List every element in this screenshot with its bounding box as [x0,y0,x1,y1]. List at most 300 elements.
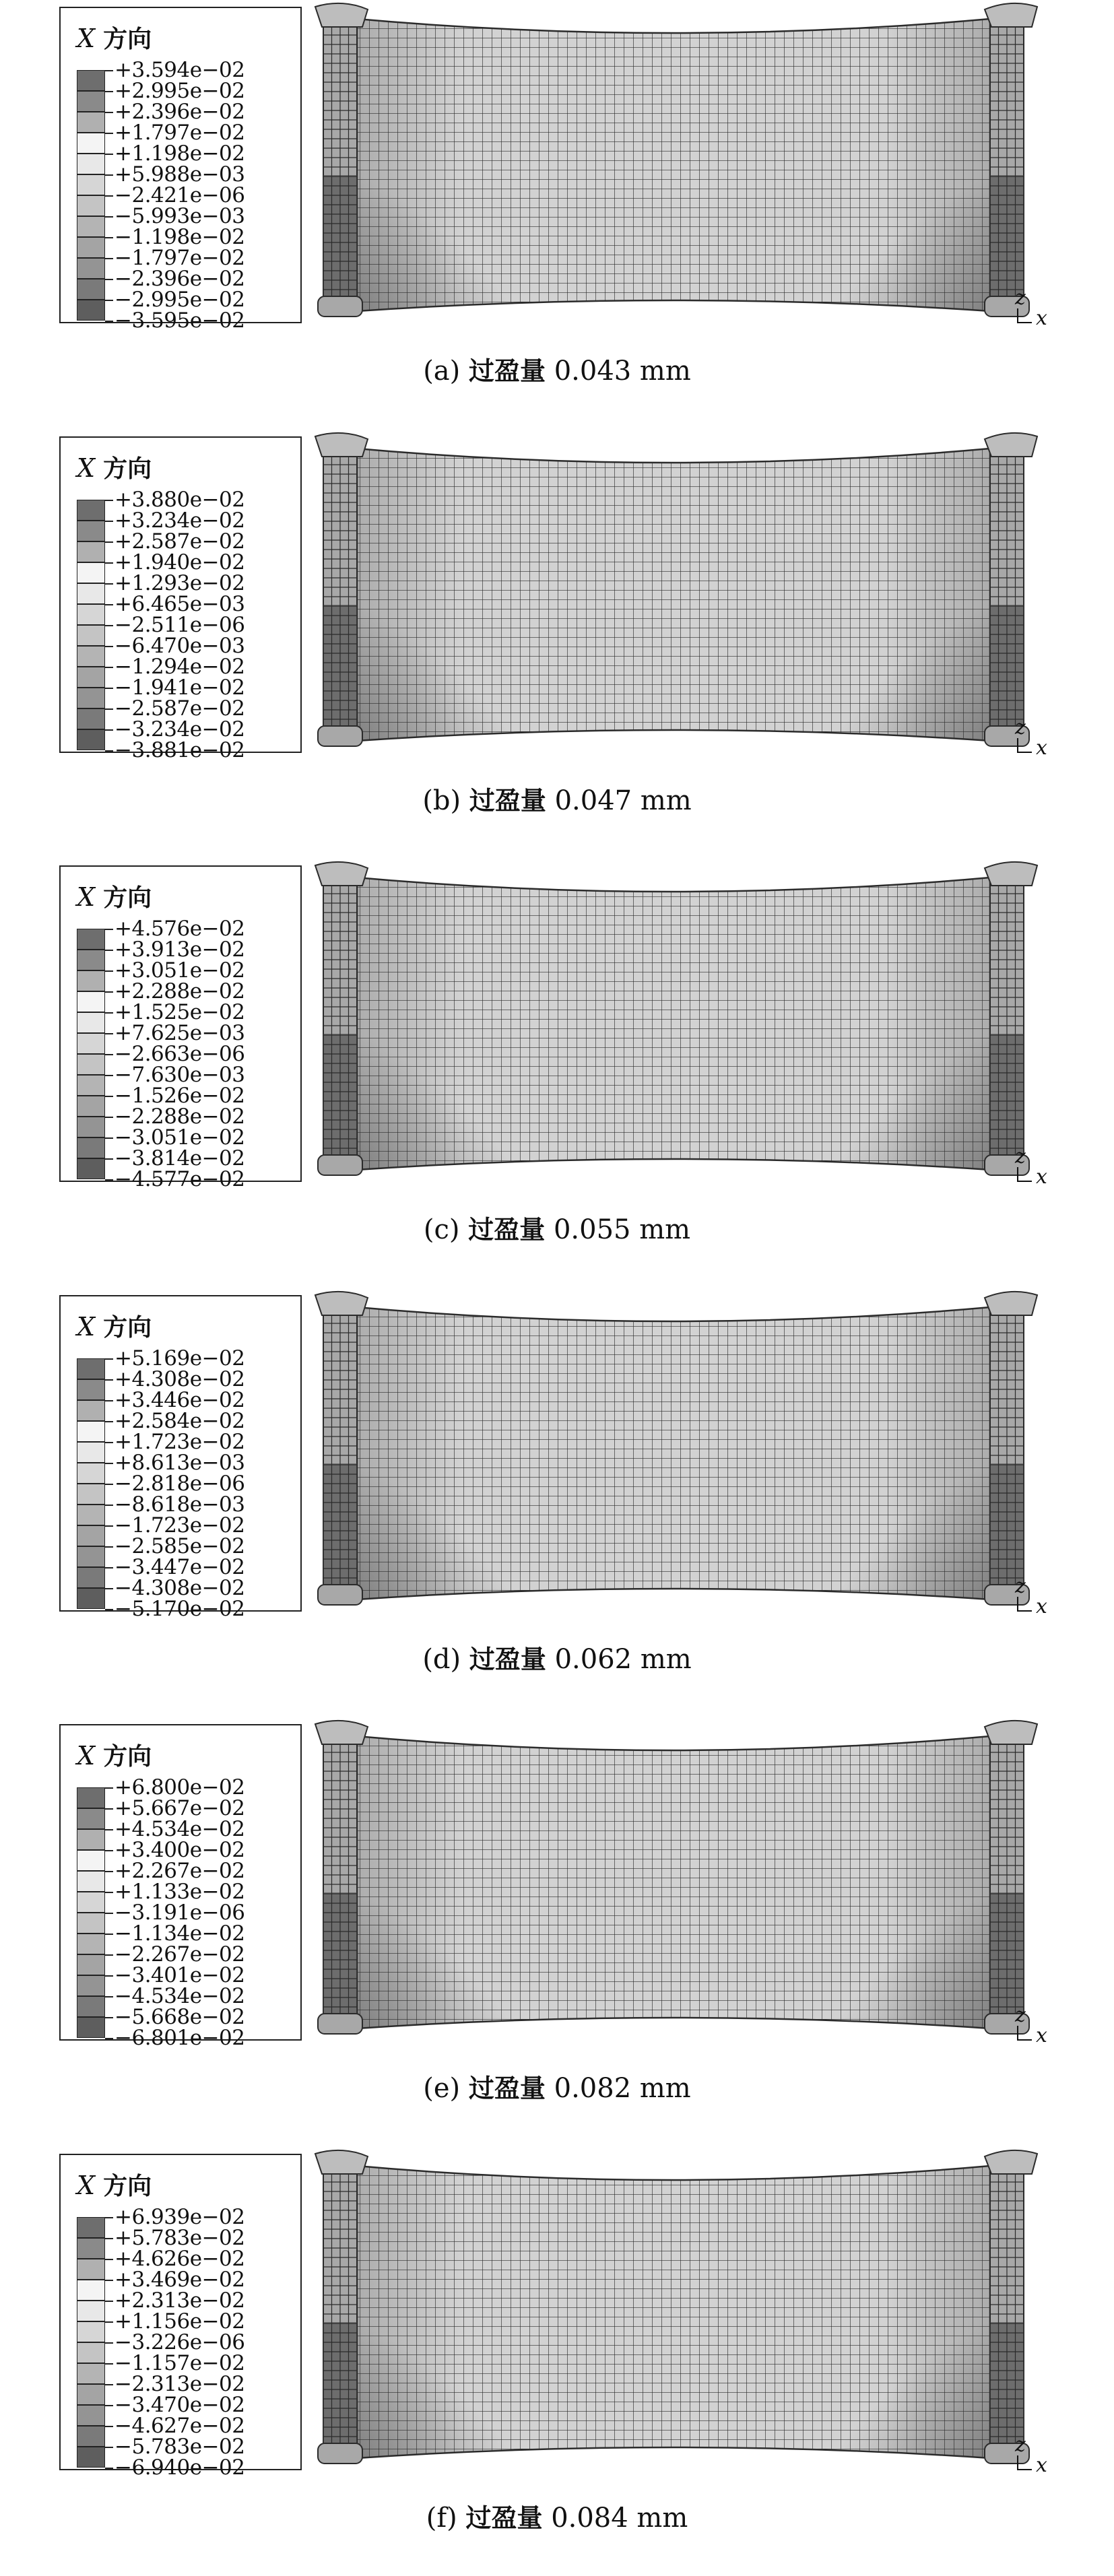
legend-tick [105,1567,113,1568]
legend-value: −2.267e−02 [114,1942,245,1967]
figure-panel [0,2147,1114,2576]
legend-swatch [77,258,105,279]
legend-value: −1.134e−02 [114,1921,245,1946]
axis-triad-icon [1017,308,1032,323]
legend-tick [105,1808,113,1810]
legend-swatch [77,1137,105,1158]
legend-tick [105,321,113,322]
legend-tick [105,970,113,972]
legend-title-direction: 方向 [103,884,152,912]
legend-value: +4.626e−02 [114,2246,245,2271]
legend-tick [105,1996,113,1997]
legend-value: +1.940e−02 [114,550,245,574]
legend-tick [105,1913,113,1914]
legend-value: −3.814e−02 [114,1146,245,1170]
figure-caption [0,1209,1114,1246]
legend-swatch [77,300,105,321]
legend-swatch [77,1075,105,1096]
legend-tick [105,2447,113,2448]
caption-label: (c) [423,1214,460,1245]
legend-value: +3.880e−02 [114,487,245,512]
legend-swatch [77,2426,105,2447]
legend-box [59,1724,302,2050]
axis-x-label: x [1036,1165,1047,1189]
legend-tick [105,1421,113,1422]
legend-tick [105,625,113,626]
legend-value: −5.170e−02 [114,1596,245,1621]
legend-value: −6.940e−02 [114,2455,245,2480]
legend-value: −3.881e−02 [114,737,245,762]
axis-z-label: z [1015,2004,1026,2027]
legend-tick [105,154,113,155]
legend-swatch [77,1892,105,1913]
legend-swatch [77,133,105,154]
legend-tick [105,2259,113,2260]
caption-label: (e) [423,2073,461,2104]
legend-swatch [77,1117,105,1137]
legend-swatch [77,1588,105,1609]
legend-value: +3.469e−02 [114,2267,245,2292]
legend-tick [105,1505,113,1506]
legend-value: +2.288e−02 [114,979,245,1003]
legend-swatch [77,500,105,521]
legend-value: +2.267e−02 [114,1859,245,1883]
legend-tick [105,1975,113,1977]
legend-title [77,450,152,484]
legend-value: −4.308e−02 [114,1575,245,1600]
legend-swatch [77,154,105,174]
legend-box [59,865,302,1191]
legend-swatch [77,1421,105,1442]
legend-tick [105,929,113,930]
legend-tick [105,1609,113,1610]
legend-swatch [77,2017,105,2038]
figure-caption [0,780,1114,817]
legend-swatch [77,1996,105,2017]
legend-tick [105,750,113,752]
legend-tick [105,70,113,71]
legend-value: +1.525e−02 [114,1000,245,1024]
legend-tick [105,1358,113,1360]
legend-swatch [77,112,105,133]
legend-swatch [77,950,105,970]
axis-z-label: z [1015,715,1026,739]
figure-caption [0,2497,1114,2534]
legend-swatch [77,2384,105,2405]
legend-title [77,20,152,55]
caption-text: 过盈量 [468,1215,546,1245]
legend-swatch [77,1546,105,1567]
figure-panel [0,859,1114,1288]
caption-label: (b) [422,785,461,816]
legend-tick [105,1850,113,1851]
legend-value: +5.783e−02 [114,2225,245,2250]
axis-z-label: z [1015,1145,1026,1168]
legend-title-direction: 方向 [103,26,152,53]
legend-value: +4.308e−02 [114,1366,245,1391]
legend-swatch [77,1808,105,1829]
legend-swatch [77,1871,105,1892]
mesh-contour-plot [303,1717,1044,2041]
legend-value: −2.288e−02 [114,1104,245,1129]
legend-value: −1.941e−02 [114,675,245,700]
caption-text: 过盈量 [465,2503,543,2533]
axis-triad-icon [1017,1597,1032,1612]
legend-value: +8.613e−03 [114,1450,245,1475]
axis-triad-icon [1017,1167,1032,1182]
axis-x-label: x [1036,2024,1047,2047]
legend-swatch [77,1525,105,1546]
legend-value: −1.797e−02 [114,246,245,270]
legend-value: −3.470e−02 [114,2392,245,2417]
axis-x-label: x [1036,306,1047,330]
legend-tick [105,1442,113,1443]
legend-swatch [77,2342,105,2363]
legend-value: −2.313e−02 [114,2371,245,2396]
legend-swatch [77,174,105,195]
legend-value: −2.396e−02 [114,267,245,291]
legend-swatch [77,2280,105,2301]
legend-swatch [77,667,105,688]
legend-tick [105,2038,113,2039]
caption-value: 0.082 mm [554,2073,691,2104]
legend-tick [105,1379,113,1381]
legend-tick [105,708,113,710]
legend-title-axis: X [77,1741,96,1771]
legend-value: +6.465e−03 [114,591,245,616]
legend-value: −3.401e−02 [114,1963,245,1987]
legend-value: −6.470e−03 [114,633,245,658]
legend-tick [105,2017,113,2018]
legend-value: +2.995e−02 [114,79,245,103]
legend-value: −1.198e−02 [114,225,245,249]
legend-swatch [77,2301,105,2321]
caption-label: (a) [423,356,461,387]
legend-swatch [77,1379,105,1400]
legend-swatch [77,1400,105,1421]
legend-value: +3.446e−02 [114,1387,245,1412]
legend-tick [105,1033,113,1034]
legend-value: +3.051e−02 [114,958,245,983]
legend-value: +2.584e−02 [114,1408,245,1433]
legend-swatch [77,70,105,91]
legend-value: −2.995e−02 [114,288,245,312]
legend-tick [105,950,113,951]
legend-swatch [77,2238,105,2259]
legend-value: +3.400e−02 [114,1838,245,1862]
legend-swatch [77,1442,105,1463]
legend-swatch [77,1463,105,1484]
legend-swatch [77,929,105,950]
legend-value: −5.783e−02 [114,2434,245,2459]
legend-tick [105,1871,113,1872]
legend-title-direction: 方向 [103,1743,152,1771]
legend-value: +4.534e−02 [114,1817,245,1841]
legend-value: −1.723e−02 [114,1513,245,1538]
legend-title-direction: 方向 [103,2172,152,2200]
mesh-contour-plot [303,430,1044,753]
legend-value: −2.421e−06 [114,183,245,207]
legend-tick [105,2217,113,2218]
legend-swatch [77,2259,105,2280]
legend-value: −2.818e−06 [114,1471,245,1496]
legend-value: −2.511e−06 [114,612,245,637]
legend-tick [105,2238,113,2239]
mesh-contour-plot [303,859,1044,1182]
caption-text: 过盈量 [469,785,546,816]
legend-title [77,1309,152,1343]
legend-swatch [77,195,105,216]
mesh-contour-plot [303,2147,1044,2470]
legend-swatch [77,2363,105,2384]
legend-swatch [77,2447,105,2468]
legend-value: −3.226e−06 [114,2330,245,2354]
legend-swatch [77,991,105,1012]
legend-tick [105,1096,113,1097]
legend-value: +2.587e−02 [114,529,245,554]
caption-text: 过盈量 [468,2074,546,2103]
legend-swatch [77,2321,105,2342]
legend-tick [105,583,113,585]
legend-value: +1.156e−02 [114,2309,245,2334]
legend-value: −3.051e−02 [114,1125,245,1150]
legend-tick [105,2342,113,2344]
legend-value: +2.313e−02 [114,2288,245,2313]
legend-swatch [77,279,105,300]
axis-z-label: z [1015,2433,1026,2457]
figure-panel [0,430,1114,859]
figure-caption [0,1639,1114,1676]
legend-tick [105,1463,113,1464]
legend-tick [105,2468,113,2469]
legend-swatch [77,729,105,750]
figure-panel [0,0,1114,430]
axis-z-label: z [1015,286,1026,310]
legend-value: +1.198e−02 [114,141,245,166]
figure-panel [0,1717,1114,2147]
legend-title-axis: X [77,882,96,912]
legend-tick [105,1588,113,1589]
legend-value: +6.800e−02 [114,1775,245,1799]
axis-x-label: x [1036,2453,1047,2477]
legend-swatch [77,1913,105,1934]
legend-swatch [77,708,105,729]
legend-swatch [77,604,105,625]
legend-value: −5.668e−02 [114,2005,245,2029]
legend-title [77,2167,152,2202]
figure-caption [0,350,1114,387]
legend-tick [105,1525,113,1527]
axis-triad-icon [1017,2026,1032,2041]
legend-swatch [77,91,105,112]
legend-tick [105,112,113,113]
legend-box [59,2154,302,2480]
legend-swatch [77,1787,105,1808]
axis-x-label: x [1036,735,1047,760]
legend-tick [105,1787,113,1789]
legend-tick [105,216,113,218]
legend-tick [105,91,113,92]
caption-value: 0.043 mm [554,356,691,387]
legend-swatch [77,2217,105,2238]
axis-triad-icon [1017,738,1032,753]
mesh-contour-plot [303,1288,1044,1612]
legend-swatch [77,1158,105,1179]
legend-value: −2.587e−02 [114,696,245,721]
legend-value: −3.447e−02 [114,1554,245,1579]
caption-text: 过盈量 [468,356,546,386]
legend-swatch [77,541,105,562]
legend-title [77,1738,152,1772]
legend-value: −2.585e−02 [114,1533,245,1558]
legend-swatch [77,1567,105,1588]
legend-swatch [77,646,105,667]
legend-tick [105,991,113,993]
legend-tick [105,2426,113,2427]
figure-panel [0,1288,1114,1718]
legend-tick [105,2405,113,2406]
legend-tick [105,2280,113,2281]
legend-tick [105,300,113,301]
legend-value: −1.294e−02 [114,654,245,679]
legend-value: −7.630e−03 [114,1063,245,1087]
legend-value: +5.169e−02 [114,1346,245,1370]
legend-swatch [77,1033,105,1054]
legend-box [59,7,302,333]
legend-tick [105,237,113,238]
legend-value: +1.133e−02 [114,1880,245,1904]
legend-tick [105,1546,113,1548]
legend-value: −2.663e−06 [114,1042,245,1066]
legend-value: +3.234e−02 [114,508,245,533]
caption-value: 0.055 mm [553,1214,691,1245]
legend-swatch [77,1012,105,1033]
legend-tick [105,258,113,259]
legend-swatch [77,688,105,708]
legend-value: +7.625e−03 [114,1021,245,1045]
legend-tick [105,1892,113,1893]
legend-tick [105,646,113,647]
legend-tick [105,2301,113,2302]
legend-tick [105,1137,113,1139]
legend-title-direction: 方向 [103,1313,152,1342]
legend-tick [105,195,113,197]
caption-value: 0.062 mm [554,1643,692,1675]
legend-swatch [77,625,105,646]
legend-tick [105,604,113,605]
legend-swatch [77,1954,105,1975]
legend-value: −4.534e−02 [114,1984,245,2008]
legend-swatch [77,1975,105,1996]
legend-tick [105,667,113,668]
mesh-contour-plot [303,0,1044,323]
legend-tick [105,729,113,731]
caption-label: (f) [426,2502,457,2534]
legend-tick [105,1179,113,1181]
legend-title-axis: X [77,453,96,483]
legend-value: −3.191e−06 [114,1901,245,1925]
legend-tick [105,1075,113,1076]
legend-tick [105,1158,113,1160]
legend-tick [105,562,113,564]
legend-swatch [77,521,105,541]
legend-swatch [77,1850,105,1871]
legend-tick [105,1829,113,1830]
legend-swatch [77,1054,105,1075]
legend-value: +3.594e−02 [114,58,245,82]
legend-swatch [77,2405,105,2426]
legend-value: +1.723e−02 [114,1429,245,1454]
legend-swatch [77,216,105,237]
caption-value: 0.084 mm [551,2502,688,2534]
legend-value: +6.939e−02 [114,2204,245,2229]
legend-tick [105,1954,113,1956]
legend-value: +4.576e−02 [114,917,245,941]
legend-title-axis: X [77,2170,96,2200]
legend-tick [105,133,113,134]
axis-x-label: x [1036,1594,1047,1618]
legend-title-axis: X [77,24,96,53]
legend-tick [105,1117,113,1118]
legend-value: −6.801e−02 [114,2026,245,2050]
legend-value: −1.157e−02 [114,2350,245,2375]
axis-z-label: z [1015,1574,1026,1598]
legend-value: −3.595e−02 [114,308,245,333]
legend-tick [105,1400,113,1401]
legend-tick [105,279,113,280]
legend-title-direction: 方向 [103,455,152,483]
legend-swatch [77,1096,105,1117]
legend-swatch [77,562,105,583]
legend-value: +5.988e−03 [114,162,245,187]
legend-value: +3.913e−02 [114,937,245,962]
legend-tick [105,500,113,501]
caption-label: (d) [422,1643,461,1675]
legend-swatch [77,583,105,604]
legend-value: −3.234e−02 [114,717,245,741]
legend-value: −1.526e−02 [114,1084,245,1108]
legend-swatch [77,1358,105,1379]
legend-value: −8.618e−03 [114,1492,245,1517]
legend-swatch [77,970,105,991]
caption-value: 0.047 mm [554,785,692,816]
legend-box [59,436,302,762]
legend-swatch [77,1934,105,1954]
legend-tick [105,521,113,522]
legend-tick [105,2321,113,2323]
axis-triad-icon [1017,2455,1032,2470]
legend-value: +1.293e−02 [114,570,245,595]
legend-swatch [77,237,105,258]
legend-value: +5.667e−02 [114,1796,245,1820]
legend-value: +1.797e−02 [114,121,245,145]
legend-title [77,879,152,913]
legend-swatch [77,1829,105,1850]
legend-tick [105,1012,113,1014]
legend-title-axis: X [77,1311,96,1342]
legend-tick [105,688,113,689]
legend-tick [105,1484,113,1485]
legend-tick [105,2363,113,2365]
legend-swatch [77,1505,105,1525]
legend-tick [105,1054,113,1055]
caption-text: 过盈量 [469,1644,546,1674]
legend-tick [105,1934,113,1935]
legend-value: −5.993e−03 [114,204,245,228]
legend-tick [105,2384,113,2385]
legend-swatch [77,1484,105,1505]
legend-value: −4.627e−02 [114,2413,245,2438]
